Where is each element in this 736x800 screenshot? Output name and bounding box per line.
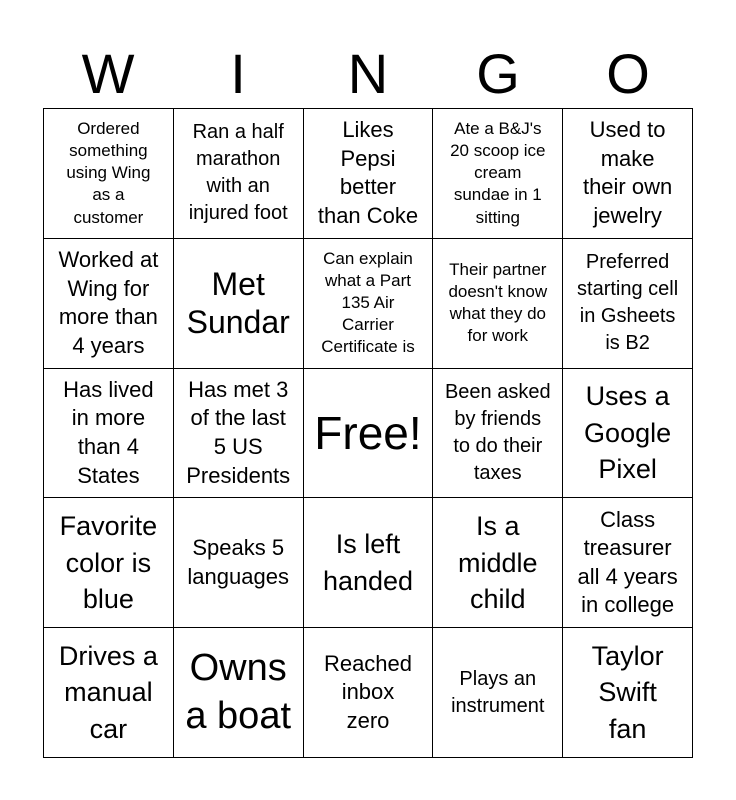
bingo-cell[interactable] (304, 239, 434, 369)
title-letter-n: N (347, 42, 389, 105)
cell-text: Can explain what a Part 135 Air Carrier Certificate is (321, 248, 415, 357)
cell-text: Has lived in more than 4 States (63, 376, 154, 488)
cell-text: Drives a manual car (58, 640, 158, 744)
bingo-cell[interactable] (44, 628, 174, 758)
cell-text: Has met 3 of the last 5 US Presidents (186, 376, 291, 488)
bingo-cell[interactable] (174, 109, 304, 239)
bingo-cell[interactable] (563, 239, 693, 369)
bingo-cell[interactable] (44, 109, 174, 239)
bingo-cell[interactable] (174, 369, 304, 499)
cell-text: Likes Pepsi better than Coke (317, 117, 419, 228)
title-letter-i: I (230, 42, 246, 105)
bingo-cell[interactable] (433, 239, 563, 369)
bingo-cell[interactable] (174, 628, 304, 758)
bingo-cell[interactable] (174, 239, 304, 369)
bingo-cell[interactable] (433, 109, 563, 239)
cell-text: Is left handed (322, 529, 414, 596)
bingo-cell[interactable] (44, 369, 174, 499)
bingo-cell[interactable] (433, 498, 563, 628)
bingo-cell[interactable] (304, 498, 434, 628)
cell-text: Speaks 5 languages (187, 535, 289, 589)
title-letter-o: O (606, 42, 650, 105)
cell-text: Ate a B&J's 20 scoop ice cream sundae in 1 sitting (450, 119, 546, 227)
cell-text: Is a middle child (458, 511, 538, 614)
bingo-cell[interactable] (44, 239, 174, 369)
bingo-cell[interactable] (563, 109, 693, 239)
cell-text: Ordered something using Wing as a customer (66, 119, 151, 227)
bingo-cell[interactable] (433, 369, 563, 499)
bingo-cell[interactable] (304, 628, 434, 758)
bingo-cell[interactable] (433, 628, 563, 758)
bingo-board (43, 108, 693, 758)
cell-text: Owns a boat (185, 647, 292, 737)
bingo-cell[interactable] (174, 498, 304, 628)
bingo-cell[interactable] (44, 498, 174, 628)
cell-text: Favorite color is blue (59, 511, 158, 614)
bingo-cell[interactable] (304, 109, 434, 239)
cell-text: Worked at Wing for more than 4 years (58, 247, 159, 358)
bingo-cell[interactable] (563, 498, 693, 628)
bingo-title (43, 40, 693, 108)
cell-text: Met Sundar (186, 265, 290, 341)
cell-text: Preferred starting cell in Gsheets is B2 (577, 251, 679, 355)
cell-text: Taylor Swift fan (591, 640, 664, 744)
cell-text: Plays an instrument (451, 667, 545, 717)
cell-text: Been asked by friends to do their taxes (444, 380, 551, 484)
bingo-cell[interactable] (563, 369, 693, 499)
cell-text: Uses a Google Pixel (584, 381, 672, 485)
title-letter-w: W (81, 42, 135, 105)
bingo-cell[interactable] (563, 628, 693, 758)
title-letter-g: G (476, 42, 520, 105)
cell-text: Ran a half marathon with an injured foot (188, 121, 288, 225)
cell-text: Class treasurer all 4 years in college (577, 506, 678, 618)
cell-text: Used to make their own jewelry (582, 117, 673, 228)
free-space-cell[interactable] (304, 369, 434, 499)
free-space-text: Free! (314, 406, 422, 459)
cell-text: Their partner doesn't know what they do for work (448, 260, 548, 346)
cell-text: Reached inbox zero (323, 650, 413, 733)
